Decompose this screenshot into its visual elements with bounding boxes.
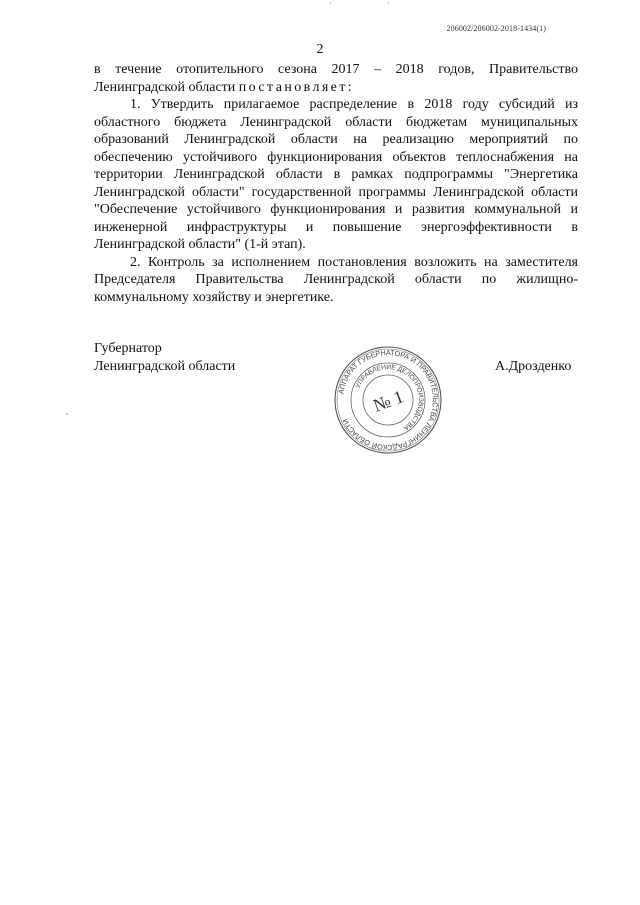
resolves-word: постановляет: <box>238 79 355 95</box>
signatory-title-line2: Ленинградской области <box>94 359 236 374</box>
document-id: 206002/206002-2018-1434(1) <box>446 24 546 33</box>
intro-line: в течение отопительного сезона 2017 – 2018 годов, Правительство <box>94 62 578 77</box>
signatory-title <box>94 340 235 376</box>
scan-artifact <box>388 2 389 4</box>
paragraph-2: 2. Контроль за исполнением постановления возложить на заместителя Председателя Правительства Ленинградской области по жилищно-коммунальному хозяйству и энергетике. <box>94 254 578 305</box>
stamp-inner-text: УПРАВЛЕНИЕ ДЕЛОПРОИЗВОДСТВА <box>354 363 425 432</box>
scan-artifact <box>330 2 331 4</box>
stamp-outer-text: АППАРАТ ГУБЕРНАТОРА И ПРАВИТЕЛЬСТВА ЛЕНИНГРАДСКОЙ ОБЛАСТИ <box>336 347 441 453</box>
intro-line-2 <box>94 79 578 97</box>
stamp-number: № 1 <box>370 386 407 416</box>
signatory-title-line1: Губернатор <box>94 341 162 356</box>
paragraph-1: 1. Утвердить прилагаемое распределение в 2018 году субсидий из областного бюджета Ленинградской области бюджетам муниципальных образований Ленинградской области на реализацию мероприятий по обеспечению устойчивого функционирования объектов теплоснабжения на территории Ленинградской области в рамках подпрограммы "Энергетика Ленинградской области" государственной программы Ленинградской области "Обеспечение устойчивого функционирования и развития коммунальной и инженерной инфраструктуры и повышение энергоэффективности в Ленинградской области" (1-й этап). <box>94 97 578 252</box>
document-body <box>94 61 578 306</box>
region-text: Ленинградской области <box>94 79 239 95</box>
signatory-name: А.Дрозденко <box>495 359 572 374</box>
page-number: 2 <box>316 42 324 57</box>
official-stamp <box>333 345 443 455</box>
scan-artifact <box>66 413 68 415</box>
